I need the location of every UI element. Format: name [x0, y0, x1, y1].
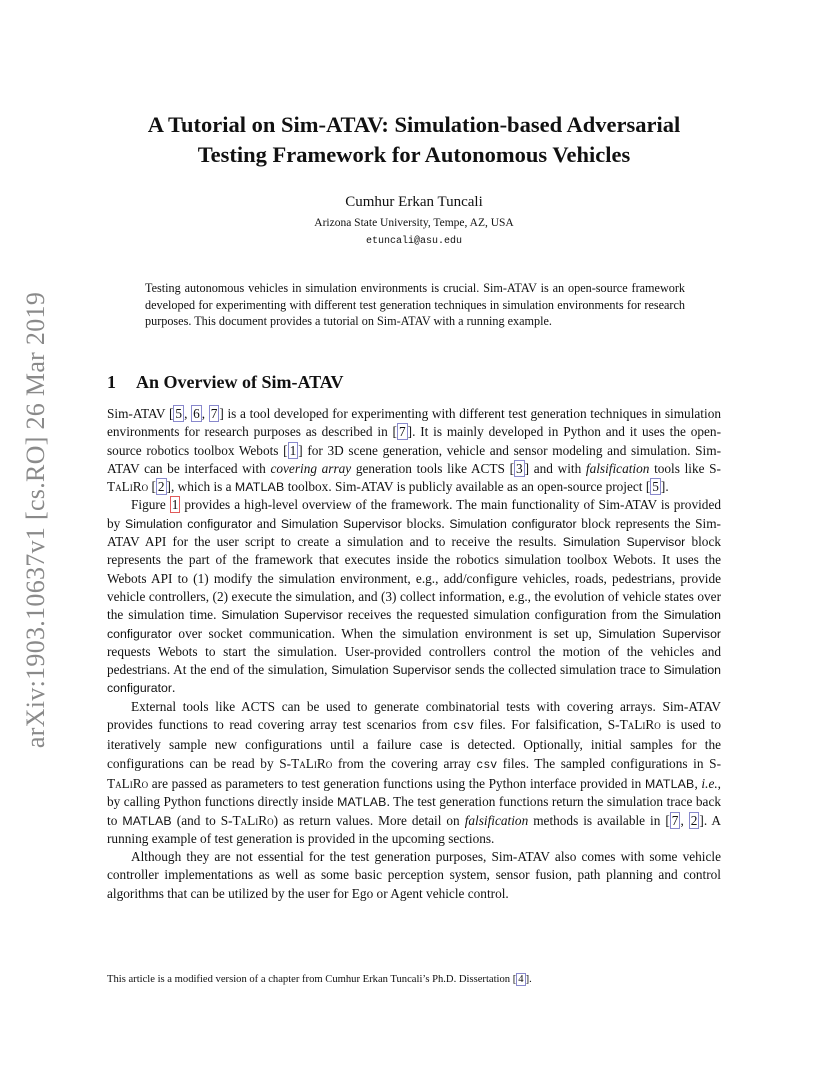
- paper-title: [100, 110, 728, 170]
- abstract: Testing autonomous vehicles in simulation environments is crucial. Sim-ATAV is an open-source framework developed for experimenting with different test generation techniques in simulation environments for research purposes. This document provides a tutorial on Sim-ATAV with a running example.: [145, 281, 685, 328]
- text: is used to iteratively sample new configurations until a failure case is detected. Optionally, initial samples for the configurations can be read by S-T: [107, 717, 721, 771]
- text: i: [642, 717, 646, 733]
- text: (and to S-T: [171, 812, 241, 828]
- text: o: [141, 775, 149, 791]
- emphasis: covering array: [270, 460, 352, 476]
- text: block represents the part of the framework that executes inside the robotics simulation toolbox Webots. It uses the Webots API to (1) modify the simulation environment, e.g., add/configure vehicles, roads, pedestrians, provide vehicle controllers, (2) execute the simulation, and (3) collect information, e.g., the evolution of vehicle states over the simulation time.: [107, 534, 721, 623]
- code-text: csv: [476, 758, 498, 772]
- citation-link[interactable]: 1: [289, 442, 297, 458]
- citation-link[interactable]: 2: [690, 812, 698, 828]
- block-name: Simulation Supervisor: [562, 535, 686, 550]
- text: a: [115, 775, 122, 791]
- text: R: [316, 755, 326, 771]
- section-heading: [107, 372, 343, 393]
- citation-link[interactable]: 7: [671, 812, 679, 828]
- text: L: [121, 775, 130, 791]
- author-affiliation: Arizona State University, Tempe, AZ, USA: [314, 217, 514, 229]
- text: are passed as parameters to test generation functions using the Python interface provided in: [148, 775, 645, 791]
- emphasis: falsification: [585, 460, 650, 476]
- text: i: [313, 755, 317, 771]
- text: files. The sampled configurations in S-T: [107, 755, 722, 791]
- text: a: [240, 812, 248, 828]
- paragraph-4: Although they are not essential for the test generation purposes, Sim-ATAV also comes with some vehicle controller implementations as well as some basic perception system, sensor fusion, path planning and control algorithms that can be utilized by the user for Ego or Agent vehicle control.: [107, 849, 721, 901]
- text: R: [258, 812, 268, 828]
- text: blocks.: [401, 515, 450, 531]
- text: ,: [694, 775, 702, 791]
- text: R: [645, 717, 655, 733]
- text: over socket communication. When the simulation environment is set up,: [171, 625, 599, 641]
- text: ]. It is mainly developed in Python and it uses the open-source robotics toolbox Webots [: [107, 424, 721, 458]
- block-name: Simulation configurator: [125, 516, 253, 531]
- paragraph-2: [107, 496, 721, 697]
- text: provides a high-level overview of the framework. The main functionality of Sim-ATAV is provided by: [107, 497, 721, 531]
- text: a: [115, 479, 122, 495]
- section-title: An Overview of Sim-ATAV: [136, 372, 344, 392]
- block-name: Simulation configurator: [449, 516, 577, 531]
- text: This article is a modified version of a chapter from Cumhur Erkan Tuncali’s Ph.D. Dissertation [: [107, 974, 517, 985]
- text: o: [654, 717, 661, 733]
- text: ,: [680, 812, 689, 828]
- figure-reference-link[interactable]: 1: [171, 497, 179, 513]
- arxiv-identifier-stamp: arXiv:1903.10637v1 [cs.RO] 26 Mar 2019: [21, 291, 50, 749]
- text: ] and with: [524, 460, 586, 476]
- text: ] is a tool developed for experimenting with different test generation techniques in simulation environments for research purposes as described in [: [107, 406, 721, 440]
- matlab-text: MATLAB: [122, 813, 172, 828]
- citation-link[interactable]: 5: [652, 479, 659, 495]
- title-line-2: Testing Framework for Autonomous Vehicles: [197, 142, 631, 167]
- text: tools like S-T: [107, 460, 721, 495]
- text: ].: [525, 974, 532, 985]
- matlab-text: MATLAB: [644, 776, 695, 791]
- block-name: Simulation Supervisor: [331, 663, 452, 678]
- text: receives the requested simulation configuration from the: [342, 607, 664, 623]
- section-body: [107, 405, 721, 903]
- text: o: [325, 755, 333, 771]
- text: o: [267, 812, 274, 828]
- text: i: [255, 812, 259, 828]
- text: a: [627, 717, 635, 733]
- emphasis: falsification: [464, 812, 529, 828]
- block-name: Simulation Supervisor: [221, 608, 343, 623]
- text: ] for 3D scene generation, vehicle and sensor modeling and simulation. Sim-ATAV can be interfaced with: [107, 442, 721, 476]
- text: toolbox. Sim-ATAV is publicly available as an open-source project [: [284, 479, 651, 495]
- title-line-1: A Tutorial on Sim-ATAV: Simulation-based Adversarial: [147, 112, 681, 137]
- text: o: [141, 479, 149, 495]
- paragraph-1: [107, 405, 721, 496]
- block-name: Simulation Supervisor: [598, 626, 721, 641]
- text: .: [171, 680, 176, 696]
- text: L: [305, 755, 314, 771]
- block-name: Simulation Supervisor: [280, 516, 402, 531]
- emphasis: i.e.: [701, 775, 718, 791]
- text: , by calling Python functions directly inside: [107, 775, 721, 810]
- text: Sim-ATAV [: [107, 406, 174, 421]
- text: generation tools like ACTS [: [351, 460, 515, 476]
- text: requests Webots to start the simulation. User-provided controllers control the motion of the vehicles and pedestrians. At the end of the simulation,: [107, 643, 721, 678]
- matlab-text: MATLAB: [234, 480, 285, 495]
- text: ], which is a: [166, 479, 235, 495]
- code-text: csv: [453, 720, 474, 734]
- text: L: [634, 717, 643, 733]
- text: a: [299, 755, 306, 771]
- text: Figure: [131, 497, 170, 513]
- text: from the covering array: [332, 755, 477, 771]
- author-name: Cumhur Erkan Tuncali: [345, 194, 483, 210]
- paragraph-3: [107, 698, 721, 848]
- text: R: [132, 479, 142, 495]
- text: L: [121, 479, 130, 495]
- author-email: etuncali@asu.edu: [365, 236, 462, 247]
- text: i: [129, 775, 133, 791]
- text: ].: [660, 479, 669, 495]
- matlab-text: MATLAB: [337, 795, 387, 810]
- text: i: [129, 479, 133, 495]
- text: ,: [184, 406, 192, 421]
- text: External tools like ACTS can be used to generate combinatorial tests with covering arrays. Sim-ATAV provides functions to read covering array test scenarios from: [107, 698, 721, 733]
- citation-link[interactable]: 2: [157, 479, 165, 495]
- text: [: [148, 479, 156, 495]
- block-name: Simulation configurator: [107, 608, 721, 641]
- text: ]. A running example of test generation is provided in the upcoming sections.: [107, 812, 722, 846]
- citation-link[interactable]: 3: [516, 460, 523, 476]
- citation-link[interactable]: 4: [518, 974, 524, 985]
- text: methods is available in [: [528, 812, 670, 828]
- citation-link[interactable]: 5: [175, 406, 183, 421]
- text: L: [247, 812, 256, 828]
- citation-link[interactable]: 7: [398, 424, 406, 440]
- section-number: 1: [107, 372, 116, 392]
- text: files. For falsification, S-T: [473, 717, 628, 733]
- text: and: [252, 515, 281, 531]
- text: . The test generation functions return the simulation trace back to: [107, 794, 721, 828]
- text: ) as return values. More detail on: [273, 812, 465, 828]
- text: block represents the Sim-ATAV API for the user script to create a simulation and to receive the results.: [107, 515, 721, 550]
- footnote: [107, 974, 721, 985]
- block-name: Simulation configurator: [107, 663, 721, 696]
- citation-link[interactable]: 6: [193, 406, 200, 421]
- text: R: [132, 775, 142, 791]
- text: sends the collected simulation trace to: [451, 662, 664, 678]
- text: ,: [201, 406, 209, 421]
- citation-link[interactable]: 7: [210, 406, 218, 421]
